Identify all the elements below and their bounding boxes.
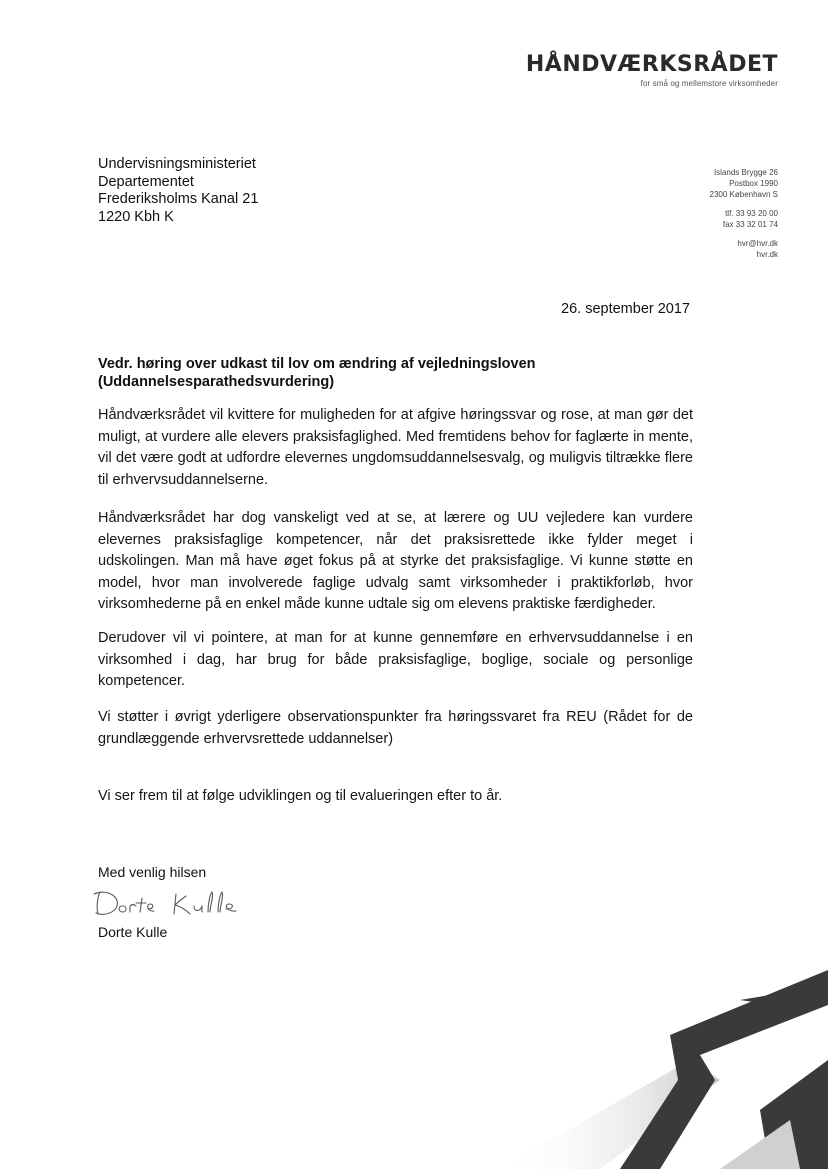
org-tagline: for små og mellemstore virksomheder [640, 79, 778, 88]
sender-fax: fax 33 32 01 74 [722, 220, 778, 229]
recipient-line: Frederiksholms Kanal 21 [98, 191, 259, 207]
body-paragraph: Håndværksrådet vil kvittere for muligheden for at afgive høringssvar og rose, at man gør det muligt, at vurdere alle elevers praksisfaglighed. Med fremtidens behov for faglærte in mente, vil det være godt at udfordre elevernes ungdomsuddannelsesvalg, og muligvis tiltrække flere til erhvervsuddannelserne. [98, 407, 693, 488]
org-name: HÅNDVÆRKSRÅDET [525, 52, 778, 77]
sender-web[interactable]: hvr.dk [756, 250, 778, 259]
body-paragraph: Vi ser frem til at følge udviklingen og til evalueringen efter to år. [98, 788, 503, 804]
body-paragraph: Derudover vil vi pointere, at man for at kunne gennemføre en erhvervsuddannelse i en virksomhed i dag, har brug for både praksisfaglige, boglige, sociale og personlige kompetencer. [98, 630, 693, 689]
letter-date: 26. september 2017 [561, 301, 690, 317]
sender-phone: tlf. 33 93 20 00 [725, 209, 778, 218]
recipient-line: 1220 Kbh K [98, 208, 174, 225]
sender-city: 2300 København S [709, 190, 778, 199]
recipient-line: Departementet [98, 173, 194, 190]
sender-street: Islands Brygge 26 [713, 168, 778, 177]
sender-email[interactable]: hvr@hvr.dk [737, 239, 778, 248]
letter-subject: Vedr. høring over udkast til lov om ændring af vejledningsloven (Uddannelsesparathedsvurdering) [98, 356, 536, 390]
body-paragraph: Vi støtter i øvrigt yderligere observationspunkter fra høringssvaret fra REU (Rådet for de grundlæggende erhvervsrettede uddannelser) [98, 709, 693, 747]
light-triangle-shape [720, 1120, 800, 1169]
closing-greeting: Med venlig hilsen [98, 864, 207, 880]
recipient-line: Undervisningsministeriet [98, 156, 256, 172]
signer-name: Dorte Kulle [98, 924, 168, 940]
sender-postbox: Postbox 1990 [729, 179, 778, 188]
body-paragraph: Håndværksrådet har dog vanskeligt ved at se, at lærere og UU vejledere kan vurdere elevernes praksisfaglige kompetencer, når det praksisrettede ikke fylder meget i udskolingen. Man må have øget fokus på at styrke det praksisfaglige. Vi kunne støtte en model, hvor man involverede faglige udvalg samt virksomheder i praktikforløb, hvor virksomhederne på en enkel måde kunne udtale sig om elevens praktiske færdigheder. [98, 510, 693, 612]
